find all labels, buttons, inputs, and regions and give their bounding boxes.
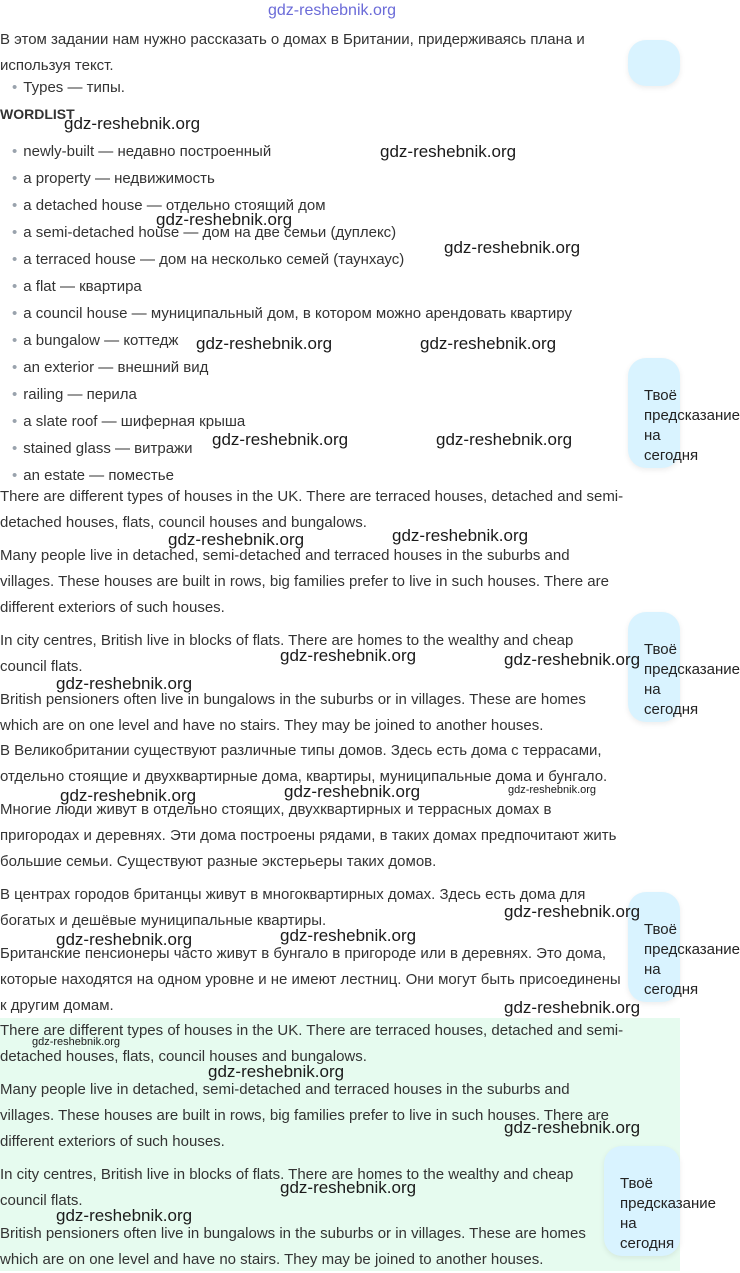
wordlist-heading: WORDLIST	[0, 106, 75, 122]
watermark: gdz-reshebnik.org	[56, 930, 193, 949]
prediction-card-subtitle: на сегодня	[644, 427, 699, 464]
highlight-line: council flats.	[0, 1192, 83, 1209]
prediction-card-title: Твоё	[644, 921, 677, 938]
watermark: gdz-reshebnik.org	[436, 430, 573, 449]
wordlist-item: • a detached house — отдельно стоящий дом	[12, 193, 326, 219]
prediction-card-subtitle: предсказание	[620, 1195, 717, 1212]
english-line: Many people live in detached, semi-detached and terraced houses in the suburbs and	[0, 547, 570, 564]
watermark: gdz-reshebnik.org	[280, 926, 417, 945]
wordlist-item: • an estate — поместье	[12, 463, 174, 489]
russian-line: В Великобритании существуют различные типы домов. Здесь есть дома с террасами,	[0, 742, 602, 759]
russian-line: Многие люди живут в отдельно стоящих, двухквартирных и террасных домах в	[0, 801, 552, 818]
english-line: which are on one level and have no stairs. They may be joined to another houses.	[0, 717, 544, 734]
prediction-card-title: Твоё	[620, 1175, 653, 1192]
russian-line: В центрах городов британцы живут в многоквартирных домах. Здесь есть дома для	[0, 886, 586, 903]
prediction-card-subtitle: предсказание	[644, 407, 740, 424]
watermark: gdz-reshebnik.org	[420, 334, 557, 353]
english-line: In city centres, British live in blocks of flats. There are homes to the wealthy and cheap	[0, 632, 574, 649]
prediction-card-subtitle: на сегодня	[644, 961, 699, 998]
prediction-card[interactable]	[604, 1146, 717, 1256]
watermark: gdz-reshebnik.org	[196, 334, 333, 353]
wordlist-item: • newly-built — недавно построенный	[12, 139, 271, 165]
highlight-line: There are different types of houses in the UK. There are terraced houses, detached and semi-	[0, 1022, 624, 1039]
wordlist-item: • a terraced house — дом на несколько семей (таунхаус)	[12, 247, 404, 273]
watermark: gdz-reshebnik.org	[504, 1118, 641, 1137]
watermark: gdz-reshebnik.org	[380, 142, 517, 161]
watermark: gdz-reshebnik.org	[504, 902, 641, 921]
watermark: gdz-reshebnik.org	[280, 646, 417, 665]
highlight-line: which are on one level and have no stairs. They may be joined to another houses.	[0, 1251, 544, 1268]
english-line: British pensioners often live in bungalows in the suburbs or in villages. These are homes	[0, 691, 586, 708]
watermark: gdz-reshebnik.org	[56, 1206, 193, 1225]
russian-line: к другим домам.	[0, 997, 114, 1014]
prediction-card[interactable]	[628, 40, 680, 86]
watermark: gdz-reshebnik.org	[56, 674, 193, 693]
watermark: gdz-reshebnik.org	[280, 1178, 417, 1197]
prediction-card[interactable]	[628, 358, 740, 468]
russian-line: отдельно стоящие и двухквартирные дома, квартиры, муниципальные дома и бунгало.	[0, 768, 608, 785]
prediction-card-subtitle: предсказание	[644, 661, 740, 678]
highlight-line: British pensioners often live in bungalows in the suburbs or in villages. These are homes	[0, 1225, 586, 1242]
watermark: gdz-reshebnik.org	[392, 526, 529, 545]
watermark: gdz-reshebnik.org	[64, 114, 201, 133]
russian-line: которые находятся на одном уровне и не имеют лестниц. Они могут быть присоединены	[0, 971, 621, 988]
highlight-line: detached houses, flats, council houses and bungalows.	[0, 1048, 367, 1065]
prediction-card-title: Твоё	[644, 641, 677, 658]
prediction-card-subtitle: на сегодня	[644, 681, 699, 718]
english-line: detached houses, flats, council houses and bungalows.	[0, 514, 367, 531]
watermark: gdz-reshebnik.org	[156, 210, 293, 229]
wordlist-item: • a slate roof — шиферная крыша	[12, 409, 245, 435]
russian-line: большие семьи. Существуют разные экстерьеры таких домов.	[0, 853, 437, 870]
highlight-line: different exteriors of such houses.	[0, 1133, 225, 1150]
watermark: gdz-reshebnik.org	[208, 1062, 345, 1081]
english-line: villages. These houses are built in rows, big families prefer to live in such houses. There are	[0, 573, 609, 590]
wordlist-item: • a property — недвижимость	[12, 166, 215, 192]
russian-line: Британские пенсионеры часто живут в бунгало в пригороде или в деревнях. Это дома,	[0, 945, 607, 962]
watermark: gdz-reshebnik.org	[508, 784, 597, 796]
prediction-card-subtitle: предсказание	[644, 941, 740, 958]
intro-line-1: В этом задании нам нужно рассказать о домах в Британии, придерживаясь плана и	[0, 31, 585, 48]
english-line: council flats.	[0, 658, 83, 675]
prediction-card-title: Твоё	[644, 387, 677, 404]
watermark: gdz-reshebnik.org	[504, 650, 641, 669]
english-line: different exteriors of such houses.	[0, 599, 225, 616]
wordlist-item: • an exterior — внешний вид	[12, 355, 208, 381]
highlight-line: Many people live in detached, semi-detached and terraced houses in the suburbs and	[0, 1081, 570, 1098]
watermark: gdz-reshebnik.org	[32, 1036, 121, 1048]
wordlist-item: • a flat — квартира	[12, 274, 142, 300]
english-line: There are different types of houses in the UK. There are terraced houses, detached and semi-	[0, 488, 624, 505]
watermark: gdz-reshebnik.org	[168, 530, 305, 549]
wordlist-item: • a semi-detached house — дом на две семьи (дуплекс)	[12, 220, 396, 246]
prediction-card-subtitle: на сегодня	[620, 1215, 675, 1252]
plan-item: • Types — типы.	[12, 75, 125, 101]
watermark: gdz-reshebnik.org	[504, 998, 641, 1017]
russian-line: пригородах и деревнях. Эти дома построены рядами, в таких домах предпочитают жить	[0, 827, 617, 844]
watermark: gdz-reshebnik.org	[284, 782, 421, 801]
watermark: gdz-reshebnik.org	[212, 430, 349, 449]
highlight-line: In city centres, British live in blocks of flats. There are homes to the wealthy and cheap	[0, 1166, 574, 1183]
highlight-line: villages. These houses are built in rows, big families prefer to live in such houses. There are	[0, 1107, 609, 1124]
wordlist-item: • railing — перила	[12, 382, 137, 408]
watermark-top: gdz-reshebnik.org	[268, 2, 397, 19]
watermark: gdz-reshebnik.org	[60, 786, 197, 805]
wordlist-item: • stained glass — витражи	[12, 436, 192, 462]
wordlist-item: • a bungalow — коттедж	[12, 328, 178, 354]
wordlist-item: • a council house — муниципальный дом, в котором можно арендовать квартиру	[12, 301, 572, 327]
watermark: gdz-reshebnik.org	[444, 238, 581, 257]
intro-line-2: используя текст.	[0, 57, 114, 74]
russian-line: богатых и дешёвые муниципальные квартиры.	[0, 912, 327, 929]
